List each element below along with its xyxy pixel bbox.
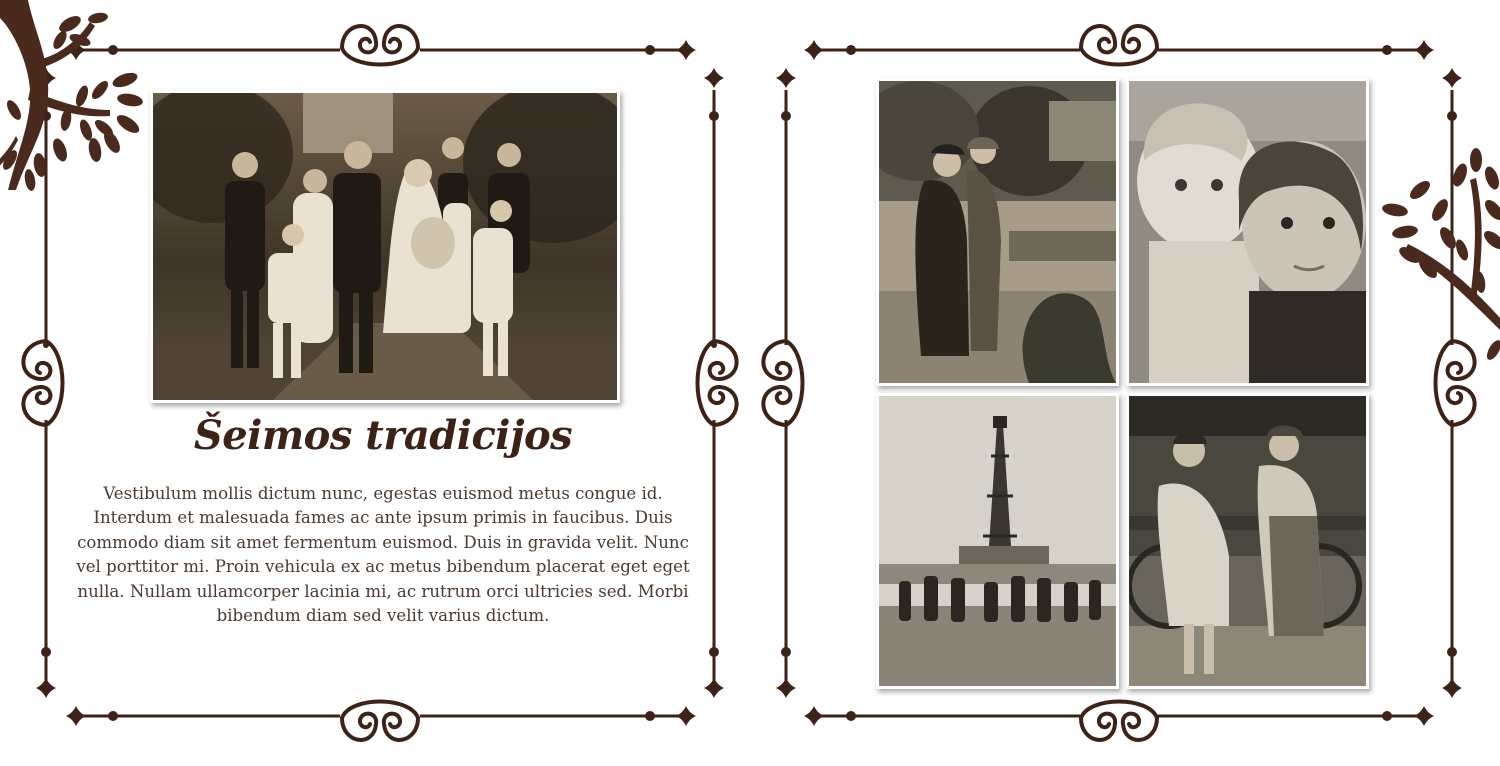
photo-two-children: [1126, 78, 1369, 386]
photo-tower-beach: [876, 393, 1119, 689]
body-paragraph: Vestibulum mollis dictum nunc, egestas euismod metus congue id. Interdum et malesuada fames ac ante ipsum primis in faucibus. Duis commodo diam sit amet fermentum euismod. Duis in gravida velit. Nunc vel porttitor mi. Proin vehicula ex ac metus bibendum placerat eget eget nulla. Nullam ullamcorper lacinia mi, ac rutrum orci ultricies sed. Morbi bibendum diam sed velit varius dictum.: [76, 484, 690, 626]
tree-branch-icon: [0, 0, 144, 192]
scroll-flourish-icon: [342, 26, 418, 64]
photo-couple-cart: [1126, 393, 1369, 689]
tree-branch-icon: [1381, 148, 1500, 362]
wedding-photo: [150, 90, 620, 403]
page-title: Šeimos tradicijos: [193, 412, 573, 459]
photo-two-women: [876, 78, 1119, 386]
